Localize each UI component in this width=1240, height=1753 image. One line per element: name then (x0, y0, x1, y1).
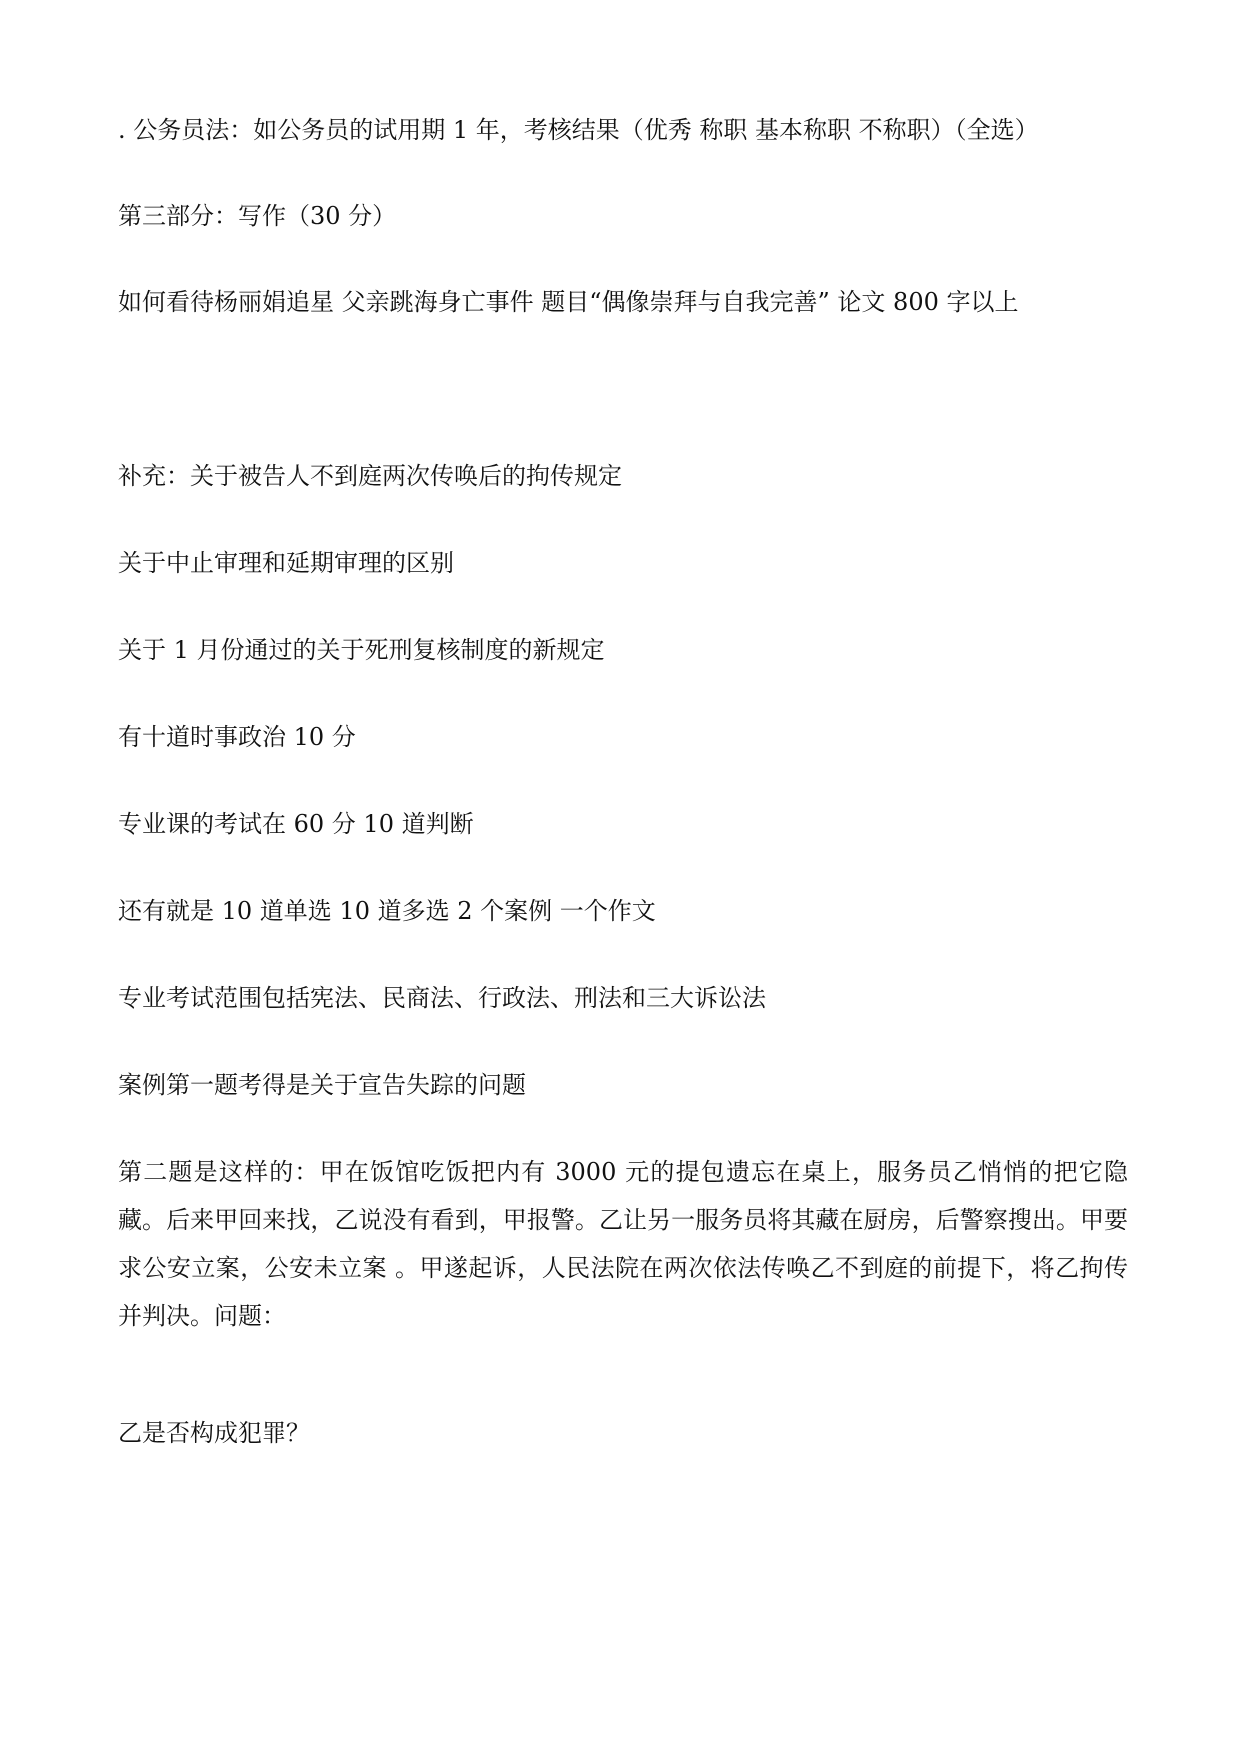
second-case-paragraph: 第二题是这样的：甲在饭馆吃饭把内有 3000 元的提包遗忘在桌上，服务员乙悄悄的把它隐藏。后来甲回来找，乙说没有看到，甲报警。乙让另一服务员将其藏在厨房，后警察搜出。甲要求公安立案，公安未立案 。甲遂起诉，人民法院在两次依法传唤乙不到庭的前提下，将乙拘传并判决。问题： (118, 1158, 1128, 1330)
supplement-note: 补充：关于被告人不到庭两次传唤后的拘传规定 (118, 462, 622, 490)
case-question: 乙是否构成犯罪？ (118, 1419, 310, 1447)
death-penalty-review-note: 关于 1 月份通过的关于死刑复核制度的新规定 (118, 636, 605, 664)
writing-section-heading: 第三部分：写作（30 分） (118, 202, 397, 230)
exam-scope-note: 专业考试范围包括宪法、民商法、行政法、刑法和三大诉讼法 (118, 984, 766, 1012)
trial-suspension-note: 关于中止审理和延期审理的区别 (118, 549, 454, 577)
essay-topic: 如何看待杨丽娟追星 父亲跳海身亡事件 题目“偶像崇拜与自我完善” 论文 800 字以上 (118, 288, 1019, 316)
first-case-note: 案例第一题考得是关于宣告失踪的问题 (118, 1071, 526, 1099)
question-types-note: 还有就是 10 道单选 10 道多选 2 个案例 一个作文 (118, 897, 656, 925)
civil-servant-law-note: . 公务员法：如公务员的试用期 1 年，考核结果（优秀 称职 基本称职 不称职）（全选） (118, 116, 1039, 144)
professional-exam-note: 专业课的考试在 60 分 10 道判断 (118, 810, 474, 838)
current-affairs-note: 有十道时事政治 10 分 (118, 723, 356, 751)
